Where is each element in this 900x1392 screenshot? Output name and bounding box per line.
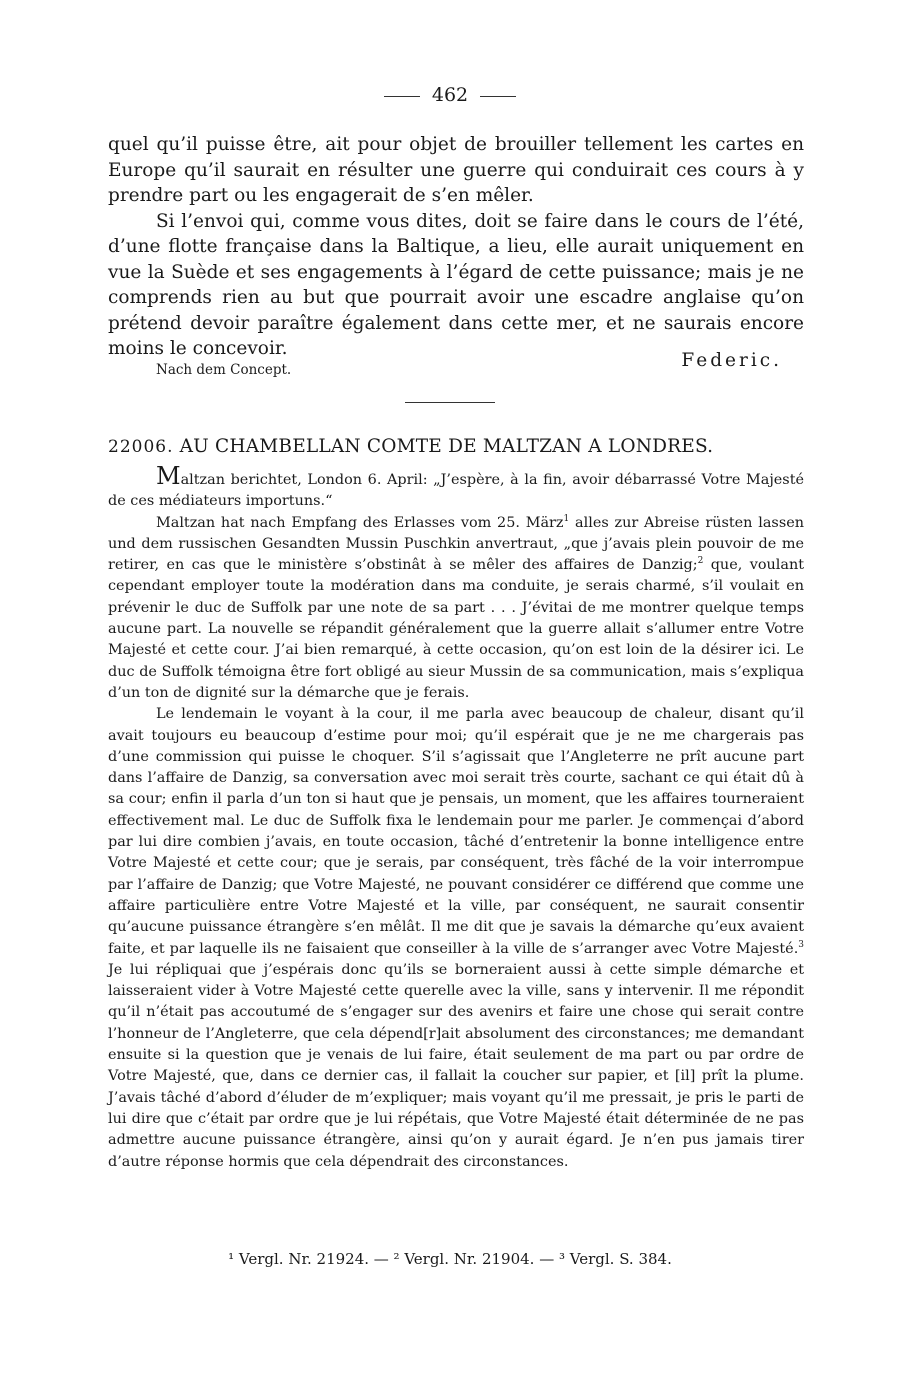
page-number-dash-right	[480, 96, 516, 97]
paragraph-1-part-c: que, voulant cependant employer toute la modération dans ma conduite, je serais charmé, s’il voulait en prévenir le duc de Suffolk par une note de sa part . . . J’évitai de me montrer quelque temps aucune part. La nouvelle se répandit généralement que la guerre allait s’allumer entre Votre Majesté et cette cour. J’ai bien remarqué, à cette occasion, qu’on est loin de la désirer ici. Le duc de Suffolk témoigna être fort obligé au sieur Mussin de sa communication, mais s’expliqua d’un ton de dignité sur la démarche que je ferais.	[108, 557, 804, 701]
intro-dropcap: M	[156, 462, 181, 490]
letter-intro	[108, 462, 804, 513]
signature: Federic.	[681, 350, 782, 371]
letter-paragraph-1	[108, 513, 804, 705]
paragraph-2-part-b: Je lui répliquai que j’espérais donc qu’ils se borneraient aussi à cette simple démarche et laisseraient vider à Votre Majesté cette querelle avec la ville, sans y intervenir. Il me répondit qu’il n’était pas accoutumé de s’engager sur des avenirs et faire une chose qui serait contre l’honneur de l’Angleterre, que cela dépend[r]ait absolument des circonstances; me demandant ensuite si la question que je venais de lui faire, était seulement de ma part ou par ordre de Votre Majesté, que, dans ce dernier cas, il fallait la coucher sur papier, et [il] prît la plume. J’avais tâché d’abord d’éluder de m’expliquer; mais voyant qu’il me pressait, je pris le parti de lui dire que c’était par ordre que je lui répétais, que Votre Majesté était déterminée de ne pas admettre aucune puissance étrangère, ainsi qu’on y aurait égard. Je n’en pus jamais tirer d’autre réponse hormis que cela dépendrait des circonstances.	[108, 961, 804, 1170]
page-number-dash-left	[384, 96, 420, 97]
letter-title: AU CHAMBELLAN COMTE DE MALTZAN A LONDRES.	[179, 436, 714, 457]
footnote-ref-1: 1	[563, 513, 570, 524]
page-number	[0, 84, 900, 106]
letter-number: 22006.	[108, 437, 174, 457]
source-note: Nach dem Concept.	[156, 362, 292, 378]
letter-heading	[108, 436, 808, 457]
footnote-ref-2: 2	[697, 556, 704, 567]
continuation-paragraph-2: Si l’envoi qui, comme vous dites, doit se faire dans le cours de l’été, d’une flotte française dans la Baltique, a lieu, elle aurait uniquement en vue la Suède et ses engagements à l’égard de cette puissance; mais je ne comprends rien au but que pourrait avoir une escadre anglaise qu’on prétend devoir paraître également dans cette mer, et ne saurais encore moins le concevoir.	[108, 210, 804, 359]
footnote-ref-3: 3	[798, 939, 804, 950]
section-divider	[405, 402, 495, 403]
paragraph-1-part-b: alles zur Abreise rüsten lassen und dem russischen Gesandten Mussin Puschkin anvertraut, „que j’avais plein pouvoir de me retirer, en cas que le ministère s’obstinât à se mêler des affaires de Danzig;	[108, 514, 804, 574]
footnotes: ¹ Vergl. Nr. 21924. — ² Vergl. Nr. 21904. — ³ Vergl. S. 384.	[228, 1250, 672, 1268]
letter-body	[108, 462, 804, 1173]
letter-paragraph-2	[108, 704, 804, 1173]
continuation-paragraph-1: quel qu’il puisse être, ait pour objet de brouiller tellement les cartes en Europe qu’il saurait en résulter une guerre qui conduirait ces cours à y prendre part ou les engagerait de s’en mêler.	[108, 134, 804, 206]
continuation-text	[108, 132, 804, 362]
paragraph-2-part-a: Le lendemain le voyant à la cour, il me parla avec beaucoup de chaleur, disant qu’il avait toujours eu beaucoup d’estime pour moi; qu’il espérait que je ne me chargerais pas d’une commission qui puisse le choquer. S’il s’agissait que l’Angleterre ne prît aucune part dans l’affaire de Danzig, sa conversation avec moi serait très courte, sachant ce qui était dû à sa cour; enfin il parla d’un ton si haut que je pensais, un moment, que les affaires tourneraient effectivement mal. Le duc de Suffolk fixa le lendemain pour me parler. Je commençai d’abord par lui dire combien j’avais, en toute occasion, tâché d’entretenir la bonne intelligence entre Votre Majesté et cette cour; que je serais, par conséquent, très fâché de la voir interrompue par l’affaire de Danzig; que Votre Majesté, ne pouvant considérer ce différend que comme une affaire particulière entre Votre Majesté et la ville, par conséquent, ne saurait consentir qu’aucune puissance étrangère s’en mêlât. Il me dit que je savais la démarche qu’eux avaient faite, et par laquelle ils ne faisaient que conseiller à la ville de s’arranger avec Votre Majesté.	[108, 706, 804, 957]
paragraph-1-part-a: Maltzan hat nach Empfang des Erlasses vom 25. März	[156, 514, 564, 531]
page-number-text: 462	[431, 84, 469, 106]
intro-text: altzan berichtet, London 6. April: „J’espère, à la fin, avoir débarrassé Votre Majesté de ces médiateurs importuns.“	[108, 472, 804, 510]
